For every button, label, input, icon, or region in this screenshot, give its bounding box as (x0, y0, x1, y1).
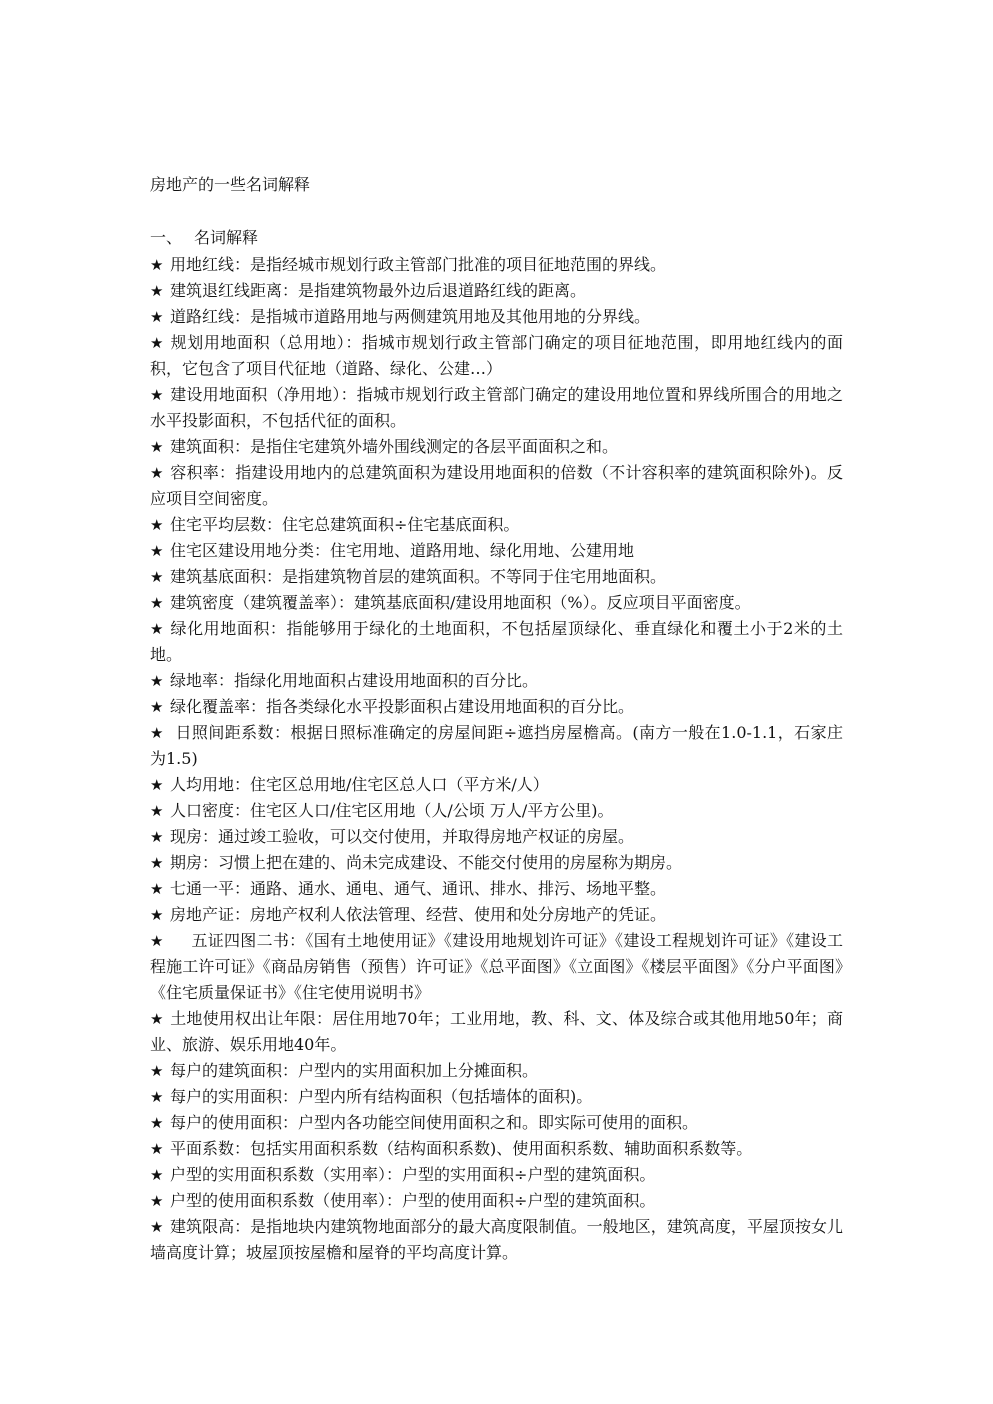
term-text: 平面系数：包括实用面积系数（结构面积系数)、使用面积系数、辅助面积系数等。 (170, 1139, 753, 1158)
term-item (150, 1214, 843, 1266)
term-item (150, 252, 843, 278)
term-text: 期房：习惯上把在建的、尚未完成建设、不能交付使用的房屋称为期房。 (170, 853, 683, 872)
term-item (150, 668, 843, 694)
star-bullet-icon: ★ (150, 828, 164, 846)
term-text: 建筑限高：是指地块内建筑物地面部分的最大高度限制值。一般地区，建筑高度，平屋顶按女儿墙高度计算；坡屋顶按屋檐和屋脊的平均高度计算。 (150, 1217, 843, 1262)
section-number: 一、 (150, 228, 183, 247)
term-item (150, 1084, 843, 1110)
term-text: 规划用地面积（总用地）：指城市规划行政主管部门确定的项目征地范围，即用地红线内的面积，它包含了项目代征地（道路、绿化、公建…） (150, 333, 843, 378)
term-item (150, 460, 843, 512)
term-item (150, 850, 843, 876)
star-bullet-icon: ★ (150, 698, 164, 716)
term-item (150, 382, 843, 434)
term-text: 绿化用地面积：指能够用于绿化的土地面积，不包括屋顶绿化、垂直绿化和覆土小于2米的土地。 (150, 619, 843, 664)
star-bullet-icon: ★ (150, 1140, 164, 1158)
term-text: 七通一平：通路、通水、通电、通气、通讯、排水、排污、场地平整。 (170, 879, 667, 898)
term-item (150, 278, 843, 304)
term-text: 五证四图二书：《国有土地使用证》《建设用地规划许可证》《建设工程规划许可证》《建设工程施工许可证》《商品房销售（预售）许可证》《总平面图》《立面图》《楼层平面图》《分户平面图》《住宅质量保证书》《住宅使用说明书》 (150, 931, 843, 1002)
term-text: 现房：通过竣工验收，可以交付使用，并取得房地产权证的房屋。 (170, 827, 635, 846)
star-bullet-icon: ★ (150, 724, 164, 742)
term-text: 每户的实用面积：户型内所有结构面积（包括墙体的面积)。 (170, 1087, 593, 1106)
term-text: 建设用地面积（净用地）：指城市规划行政主管部门确定的建设用地位置和界线所围合的用地之水平投影面积，不包括代征的面积。 (150, 385, 843, 430)
term-text: 住宅区建设用地分类：住宅用地、道路用地、绿化用地、公建用地 (170, 541, 635, 560)
term-text: 建筑退红线距离：是指建筑物最外边后退道路红线的距离。 (170, 281, 587, 300)
star-bullet-icon: ★ (150, 256, 164, 274)
star-bullet-icon: ★ (150, 542, 164, 560)
star-bullet-icon: ★ (150, 854, 164, 872)
term-text: 房地产证：房地产权利人依法管理、经营、使用和处分房地产的凭证。 (170, 905, 667, 924)
term-item (150, 512, 843, 538)
term-text: 建筑面积：是指住宅建筑外墙外围线测定的各层平面面积之和。 (170, 437, 619, 456)
term-item (150, 434, 843, 460)
term-text: 户型的使用面积系数（使用率）：户型的使用面积÷户型的建筑面积。 (170, 1191, 656, 1210)
star-bullet-icon: ★ (150, 802, 164, 820)
term-item (150, 330, 843, 382)
star-bullet-icon: ★ (150, 1192, 164, 1210)
term-item (150, 694, 843, 720)
term-text: 绿地率：指绿化用地面积占建设用地面积的百分比。 (170, 671, 539, 690)
star-bullet-icon: ★ (150, 334, 164, 352)
star-bullet-icon: ★ (150, 672, 164, 690)
term-item (150, 876, 843, 902)
term-item (150, 1162, 843, 1188)
star-bullet-icon: ★ (150, 1114, 164, 1132)
term-text: 建筑密度（建筑覆盖率）：建筑基底面积/建设用地面积（%）。反应项目平面密度。 (170, 593, 751, 612)
term-text: 人口密度：住宅区人口/住宅区用地（人/公顷 万人/平方公里)。 (170, 801, 614, 820)
term-item (150, 772, 843, 798)
term-item (150, 564, 843, 590)
star-bullet-icon: ★ (150, 1166, 164, 1184)
star-bullet-icon: ★ (150, 932, 164, 950)
term-item (150, 1110, 843, 1136)
term-item (150, 928, 843, 1006)
term-item (150, 824, 843, 850)
star-bullet-icon: ★ (150, 1062, 164, 1080)
term-text: 人均用地：住宅区总用地/住宅区总人口（平方米/人） (170, 775, 549, 794)
term-text: 道路红线：是指城市道路用地与两侧建筑用地及其他用地的分界线。 (170, 307, 651, 326)
star-bullet-icon: ★ (150, 438, 164, 456)
star-bullet-icon: ★ (150, 516, 164, 534)
term-text: 户型的实用面积系数（实用率）：户型的实用面积÷户型的建筑面积。 (170, 1165, 656, 1184)
term-item (150, 304, 843, 330)
term-item (150, 590, 843, 616)
term-text: 住宅平均层数：住宅总建筑面积÷住宅基底面积。 (170, 515, 520, 534)
star-bullet-icon: ★ (150, 880, 164, 898)
star-bullet-icon: ★ (150, 620, 164, 638)
term-item (150, 616, 843, 668)
term-text: 土地使用权出让年限：居住用地70年；工业用地，教、科、文、体及综合或其他用地50年；商业、旅游、娱乐用地40年。 (150, 1009, 843, 1054)
star-bullet-icon: ★ (150, 568, 164, 586)
star-bullet-icon: ★ (150, 1088, 164, 1106)
term-text: 建筑基底面积：是指建筑物首层的建筑面积。不等同于住宅用地面积。 (170, 567, 667, 586)
star-bullet-icon: ★ (150, 776, 164, 794)
term-text: 容积率：指建设用地内的总建筑面积为建设用地面积的倍数（不计容积率的建筑面积除外)。反应项目空间密度。 (150, 463, 843, 508)
term-item (150, 902, 843, 928)
term-item (150, 1006, 843, 1058)
star-bullet-icon: ★ (150, 906, 164, 924)
term-item (150, 1136, 843, 1162)
term-text: 用地红线：是指经城市规划行政主管部门批准的项目征地范围的界线。 (170, 255, 667, 274)
star-bullet-icon: ★ (150, 594, 164, 612)
star-bullet-icon: ★ (150, 1010, 164, 1028)
star-bullet-icon: ★ (150, 464, 164, 482)
star-bullet-icon: ★ (150, 386, 164, 404)
star-bullet-icon: ★ (150, 1218, 164, 1236)
term-list (150, 252, 843, 1266)
star-bullet-icon: ★ (150, 282, 164, 300)
document-title: 房地产的一些名词解释 (150, 175, 311, 194)
term-text: 绿化覆盖率：指各类绿化水平投影面积占建设用地面积的百分比。 (170, 697, 635, 716)
term-text: 每户的使用面积：户型内各功能空间使用面积之和。即实际可使用的面积。 (170, 1113, 699, 1132)
section-heading (150, 227, 258, 249)
term-item (150, 798, 843, 824)
term-text: 每户的建筑面积：户型内的实用面积加上分摊面积。 (170, 1061, 539, 1080)
term-item (150, 1058, 843, 1084)
term-item (150, 720, 843, 772)
term-item (150, 1188, 843, 1214)
star-bullet-icon: ★ (150, 308, 164, 326)
term-text: 日照间距系数：根据日照标准确定的房屋间距÷遮挡房屋檐高。(南方一般在1.0-1.1，石家庄为1.5) (150, 723, 843, 768)
term-item (150, 538, 843, 564)
section-title: 名词解释 (194, 228, 259, 247)
